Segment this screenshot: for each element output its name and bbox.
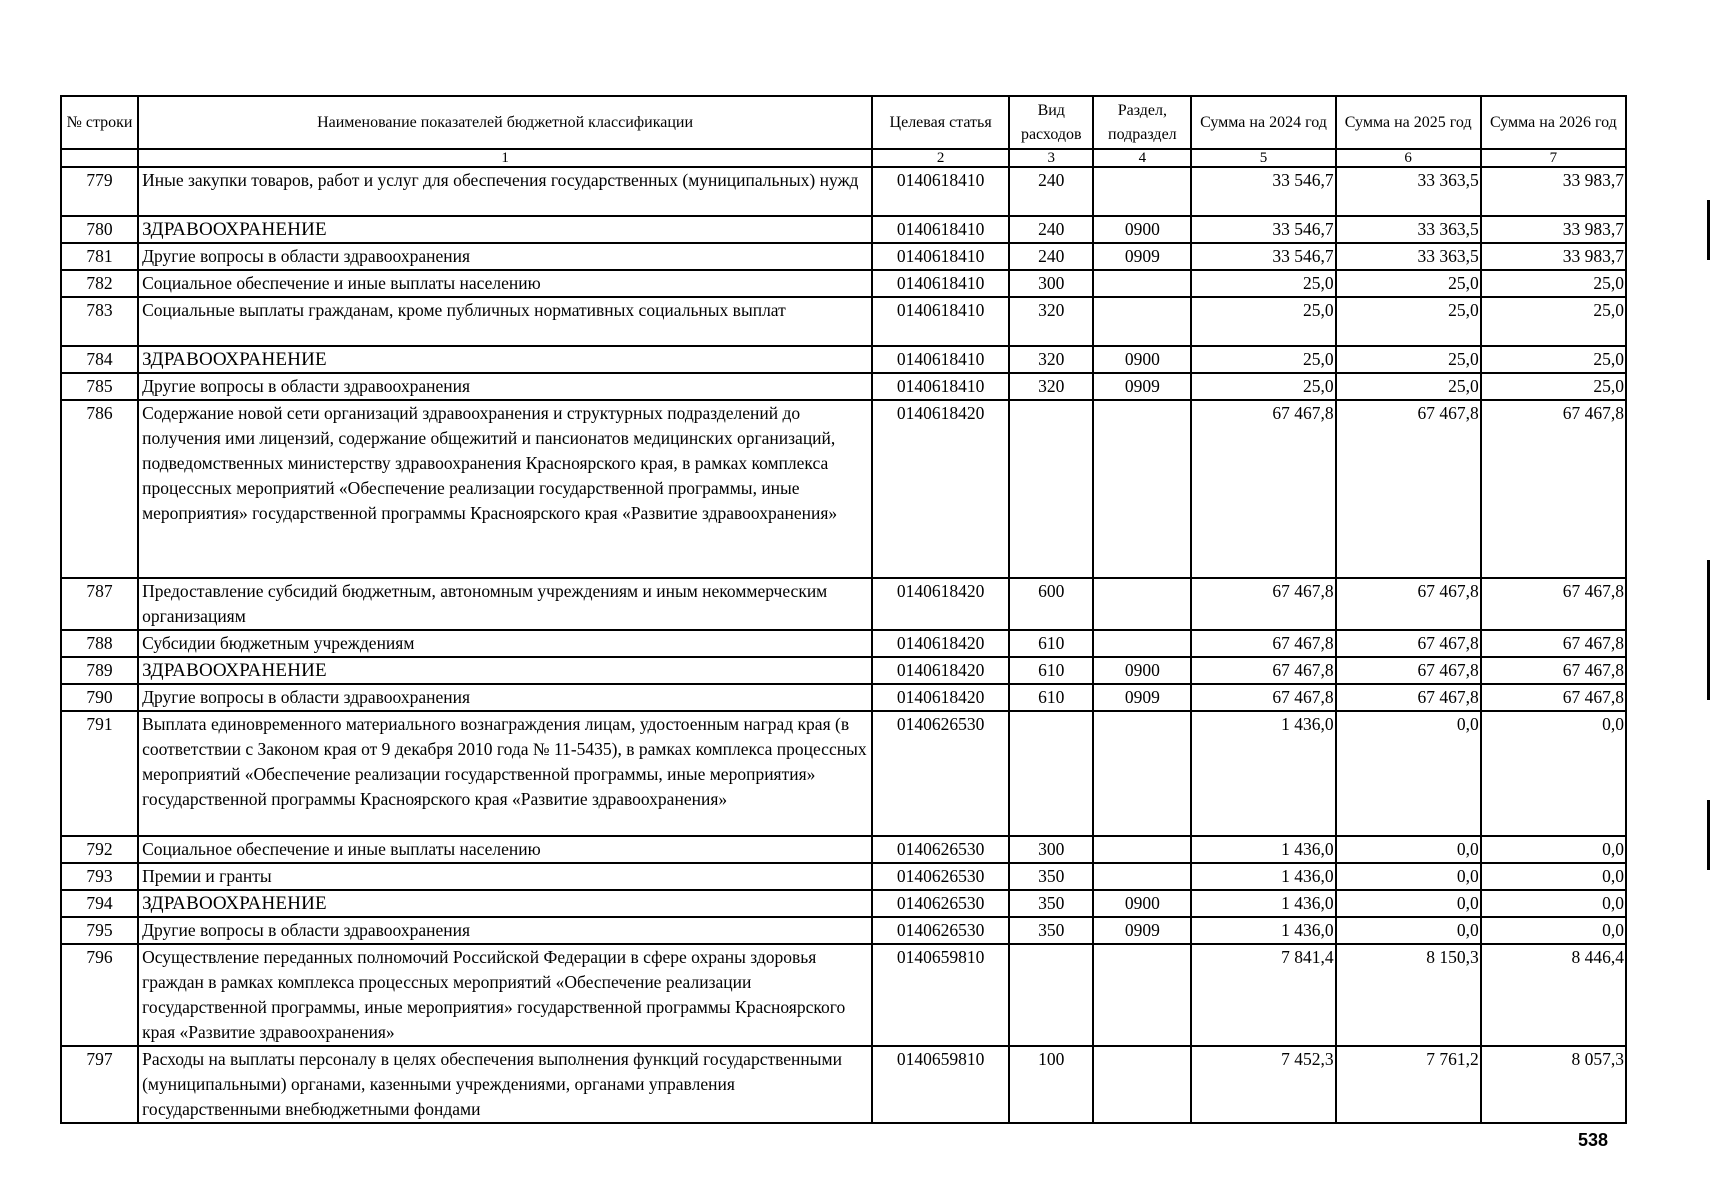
row-kind: 350 — [1009, 890, 1093, 917]
row-number: 790 — [61, 684, 138, 711]
row-section: 0900 — [1093, 346, 1191, 373]
row-target-code: 0140659810 — [872, 944, 1009, 1046]
row-target-code: 0140618410 — [872, 216, 1009, 243]
row-kind: 320 — [1009, 346, 1093, 373]
row-sum-2026: 67 467,8 — [1481, 657, 1626, 684]
row-sum-2024: 25,0 — [1191, 373, 1335, 400]
row-number: 793 — [61, 863, 138, 890]
row-sum-2025: 25,0 — [1336, 346, 1481, 373]
row-kind: 320 — [1009, 297, 1093, 346]
row-sum-2026: 67 467,8 — [1481, 630, 1626, 657]
row-number: 783 — [61, 297, 138, 346]
row-target-code: 0140618410 — [872, 346, 1009, 373]
table-row — [61, 1046, 1626, 1123]
row-sum-2024: 25,0 — [1191, 270, 1335, 297]
row-sum-2025: 0,0 — [1336, 917, 1481, 944]
row-sum-2026: 8 057,3 — [1481, 1046, 1626, 1123]
row-section — [1093, 297, 1191, 346]
row-sum-2024: 67 467,8 — [1191, 578, 1335, 630]
row-sum-2024: 1 436,0 — [1191, 917, 1335, 944]
row-sum-2026: 25,0 — [1481, 373, 1626, 400]
row-sum-2026: 33 983,7 — [1481, 243, 1626, 270]
row-kind — [1009, 711, 1093, 836]
row-target-code: 0140626530 — [872, 890, 1009, 917]
column-number: 2 — [872, 149, 1009, 167]
row-sum-2025: 33 363,5 — [1336, 216, 1481, 243]
row-sum-2025: 25,0 — [1336, 297, 1481, 346]
row-number: 788 — [61, 630, 138, 657]
table-row — [61, 216, 1626, 243]
table-row — [61, 578, 1626, 630]
row-name: Социальное обеспечение и иные выплаты населению — [138, 270, 872, 297]
row-section — [1093, 578, 1191, 630]
row-name: Осуществление переданных полномочий Российской Федерации в сфере охраны здоровья граждан в рамках комплекса процессных мероприятий «Обеспечение реализации государственной программы, иные мероприятия» государственной программы Красноярского края «Развитие здравоохранения» — [138, 944, 872, 1046]
table-row — [61, 890, 1626, 917]
row-target-code: 0140618420 — [872, 400, 1009, 578]
row-sum-2026: 8 446,4 — [1481, 944, 1626, 1046]
row-number: 792 — [61, 836, 138, 863]
row-section — [1093, 944, 1191, 1046]
row-target-code: 0140618410 — [872, 270, 1009, 297]
row-name: ЗДРАВООХРАНЕНИЕ — [138, 346, 872, 373]
row-kind: 350 — [1009, 863, 1093, 890]
row-sum-2026: 0,0 — [1481, 836, 1626, 863]
row-section — [1093, 711, 1191, 836]
row-name: Содержание новой сети организаций здравоохранения и структурных подразделений до получения ими лицензий, содержание общежитий и пансионатов медицинских организаций, подведомственных министерству здравоохранения Красноярского края, в рамках комплекса процессных мероприятий «Обеспечение реализации государственной программы, иные мероприятия» государственной программы Красноярского края «Развитие здравоохранения» — [138, 400, 872, 578]
column-number-row — [61, 149, 1626, 167]
row-kind: 240 — [1009, 216, 1093, 243]
column-number: 4 — [1093, 149, 1191, 167]
row-sum-2024: 33 546,7 — [1191, 243, 1335, 270]
row-sum-2024: 1 436,0 — [1191, 711, 1335, 836]
table-row — [61, 297, 1626, 346]
row-number: 779 — [61, 167, 138, 216]
row-sum-2025: 33 363,5 — [1336, 167, 1481, 216]
row-target-code: 0140618420 — [872, 630, 1009, 657]
row-sum-2024: 1 436,0 — [1191, 836, 1335, 863]
header-row-no: № строки — [61, 96, 138, 149]
row-sum-2024: 67 467,8 — [1191, 630, 1335, 657]
row-sum-2024: 33 546,7 — [1191, 167, 1335, 216]
row-kind: 300 — [1009, 836, 1093, 863]
row-name: ЗДРАВООХРАНЕНИЕ — [138, 216, 872, 243]
table-row — [61, 944, 1626, 1046]
row-section — [1093, 167, 1191, 216]
row-kind: 610 — [1009, 684, 1093, 711]
row-section: 0909 — [1093, 917, 1191, 944]
row-kind: 600 — [1009, 578, 1093, 630]
row-sum-2024: 7 452,3 — [1191, 1046, 1335, 1123]
row-sum-2024: 67 467,8 — [1191, 400, 1335, 578]
row-sum-2026: 67 467,8 — [1481, 684, 1626, 711]
row-kind — [1009, 944, 1093, 1046]
row-sum-2025: 0,0 — [1336, 711, 1481, 836]
column-number: 1 — [138, 149, 872, 167]
row-sum-2025: 67 467,8 — [1336, 684, 1481, 711]
row-number: 795 — [61, 917, 138, 944]
table-row — [61, 836, 1626, 863]
header-sum-2024: Сумма на 2024 год — [1191, 96, 1335, 149]
table-row — [61, 863, 1626, 890]
row-section: 0900 — [1093, 890, 1191, 917]
row-kind: 610 — [1009, 630, 1093, 657]
row-sum-2024: 25,0 — [1191, 346, 1335, 373]
row-kind: 610 — [1009, 657, 1093, 684]
table-row — [61, 243, 1626, 270]
row-sum-2026: 0,0 — [1481, 863, 1626, 890]
row-sum-2024: 67 467,8 — [1191, 684, 1335, 711]
header-sum-2025: Сумма на 2025 год — [1336, 96, 1481, 149]
row-name: Расходы на выплаты персоналу в целях обеспечения выполнения функций государственными (муниципальными) органами, казенными учреждениями, органами управления государственными внебюджетными фондами — [138, 1046, 872, 1123]
row-name: ЗДРАВООХРАНЕНИЕ — [138, 657, 872, 684]
row-target-code: 0140626530 — [872, 863, 1009, 890]
table-row — [61, 400, 1626, 578]
row-section: 0909 — [1093, 684, 1191, 711]
row-sum-2025: 67 467,8 — [1336, 657, 1481, 684]
row-target-code: 0140626530 — [872, 917, 1009, 944]
table-row — [61, 373, 1626, 400]
row-kind: 320 — [1009, 373, 1093, 400]
row-kind: 100 — [1009, 1046, 1093, 1123]
row-kind: 300 — [1009, 270, 1093, 297]
table-row — [61, 684, 1626, 711]
row-number: 797 — [61, 1046, 138, 1123]
row-target-code: 0140618410 — [872, 373, 1009, 400]
row-section: 0909 — [1093, 243, 1191, 270]
row-name: Выплата единовременного материального вознаграждения лицам, удостоенным наград края (в соответствии с Законом края от 9 декабря 2010 года № 11-5435), в рамках комплекса процессных мероприятий «Обеспечение реализации государственной программы, иные мероприятия» государственной программы Красноярского края «Развитие здравоохранения» — [138, 711, 872, 836]
column-number: 5 — [1191, 149, 1335, 167]
row-sum-2025: 25,0 — [1336, 373, 1481, 400]
column-number: 7 — [1481, 149, 1626, 167]
row-sum-2025: 33 363,5 — [1336, 243, 1481, 270]
column-number: 6 — [1336, 149, 1481, 167]
row-number: 786 — [61, 400, 138, 578]
table-row — [61, 630, 1626, 657]
header-kind: Вид расходов — [1009, 96, 1093, 149]
row-sum-2025: 0,0 — [1336, 890, 1481, 917]
table-body — [61, 167, 1626, 1123]
row-section — [1093, 1046, 1191, 1123]
row-sum-2026: 0,0 — [1481, 917, 1626, 944]
scan-edge-mark — [1707, 800, 1710, 870]
row-sum-2024: 7 841,4 — [1191, 944, 1335, 1046]
scan-edge-mark — [1707, 200, 1710, 260]
row-target-code: 0140618420 — [872, 684, 1009, 711]
row-section: 0900 — [1093, 657, 1191, 684]
row-target-code: 0140618420 — [872, 657, 1009, 684]
row-section — [1093, 400, 1191, 578]
row-target-code: 0140626530 — [872, 836, 1009, 863]
header-name: Наименование показателей бюджетной классификации — [138, 96, 872, 149]
row-sum-2025: 67 467,8 — [1336, 578, 1481, 630]
scan-edge-mark — [1707, 560, 1710, 700]
row-name: Социальное обеспечение и иные выплаты населению — [138, 836, 872, 863]
row-number: 794 — [61, 890, 138, 917]
row-number: 796 — [61, 944, 138, 1046]
row-number: 789 — [61, 657, 138, 684]
row-name: Другие вопросы в области здравоохранения — [138, 917, 872, 944]
row-name: Другие вопросы в области здравоохранения — [138, 243, 872, 270]
row-sum-2026: 25,0 — [1481, 270, 1626, 297]
row-name: Социальные выплаты гражданам, кроме публичных нормативных социальных выплат — [138, 297, 872, 346]
header-sum-2026: Сумма на 2026 год — [1481, 96, 1626, 149]
row-kind — [1009, 400, 1093, 578]
table-row — [61, 167, 1626, 216]
table-row — [61, 917, 1626, 944]
row-number: 784 — [61, 346, 138, 373]
row-sum-2024: 1 436,0 — [1191, 863, 1335, 890]
row-section — [1093, 836, 1191, 863]
row-sum-2024: 67 467,8 — [1191, 657, 1335, 684]
row-sum-2025: 7 761,2 — [1336, 1046, 1481, 1123]
row-name: Иные закупки товаров, работ и услуг для обеспечения государственных (муниципальных) нужд — [138, 167, 872, 216]
row-sum-2025: 67 467,8 — [1336, 400, 1481, 578]
table-row — [61, 270, 1626, 297]
row-sum-2026: 0,0 — [1481, 890, 1626, 917]
row-sum-2025: 67 467,8 — [1336, 630, 1481, 657]
row-sum-2025: 0,0 — [1336, 863, 1481, 890]
row-target-code: 0140618410 — [872, 243, 1009, 270]
header-row — [61, 96, 1626, 149]
row-name: Другие вопросы в области здравоохранения — [138, 684, 872, 711]
header-target: Целевая статья — [872, 96, 1009, 149]
row-name: Премии и гранты — [138, 863, 872, 890]
row-name: Предоставление субсидий бюджетным, автономным учреждениям и иным некоммерческим организациям — [138, 578, 872, 630]
row-sum-2025: 25,0 — [1336, 270, 1481, 297]
row-name: Другие вопросы в области здравоохранения — [138, 373, 872, 400]
column-number: 3 — [1009, 149, 1093, 167]
row-sum-2026: 25,0 — [1481, 346, 1626, 373]
row-section — [1093, 863, 1191, 890]
row-sum-2026: 0,0 — [1481, 711, 1626, 836]
row-sum-2024: 33 546,7 — [1191, 216, 1335, 243]
row-sum-2026: 25,0 — [1481, 297, 1626, 346]
row-sum-2026: 67 467,8 — [1481, 578, 1626, 630]
table-row — [61, 657, 1626, 684]
row-sum-2025: 0,0 — [1336, 836, 1481, 863]
row-section — [1093, 630, 1191, 657]
row-target-code: 0140626530 — [872, 711, 1009, 836]
row-section: 0909 — [1093, 373, 1191, 400]
row-number: 787 — [61, 578, 138, 630]
row-sum-2026: 33 983,7 — [1481, 216, 1626, 243]
row-name: ЗДРАВООХРАНЕНИЕ — [138, 890, 872, 917]
row-number: 791 — [61, 711, 138, 836]
row-sum-2026: 33 983,7 — [1481, 167, 1626, 216]
page-number: 538 — [1577, 1130, 1608, 1150]
row-number: 785 — [61, 373, 138, 400]
row-kind: 350 — [1009, 917, 1093, 944]
header-section: Раздел, подраздел — [1093, 96, 1191, 149]
row-section: 0900 — [1093, 216, 1191, 243]
row-number: 781 — [61, 243, 138, 270]
row-name: Субсидии бюджетным учреждениям — [138, 630, 872, 657]
row-number: 780 — [61, 216, 138, 243]
row-number: 782 — [61, 270, 138, 297]
row-section — [1093, 270, 1191, 297]
row-target-code: 0140618410 — [872, 167, 1009, 216]
column-number — [61, 149, 138, 167]
row-target-code: 0140618410 — [872, 297, 1009, 346]
row-target-code: 0140618420 — [872, 578, 1009, 630]
row-sum-2026: 67 467,8 — [1481, 400, 1626, 578]
row-sum-2025: 8 150,3 — [1336, 944, 1481, 1046]
table-row — [61, 346, 1626, 373]
row-sum-2024: 25,0 — [1191, 297, 1335, 346]
row-kind: 240 — [1009, 167, 1093, 216]
row-sum-2024: 1 436,0 — [1191, 890, 1335, 917]
table-row — [61, 711, 1626, 836]
row-kind: 240 — [1009, 243, 1093, 270]
row-target-code: 0140659810 — [872, 1046, 1009, 1123]
budget-table — [60, 95, 1627, 1124]
